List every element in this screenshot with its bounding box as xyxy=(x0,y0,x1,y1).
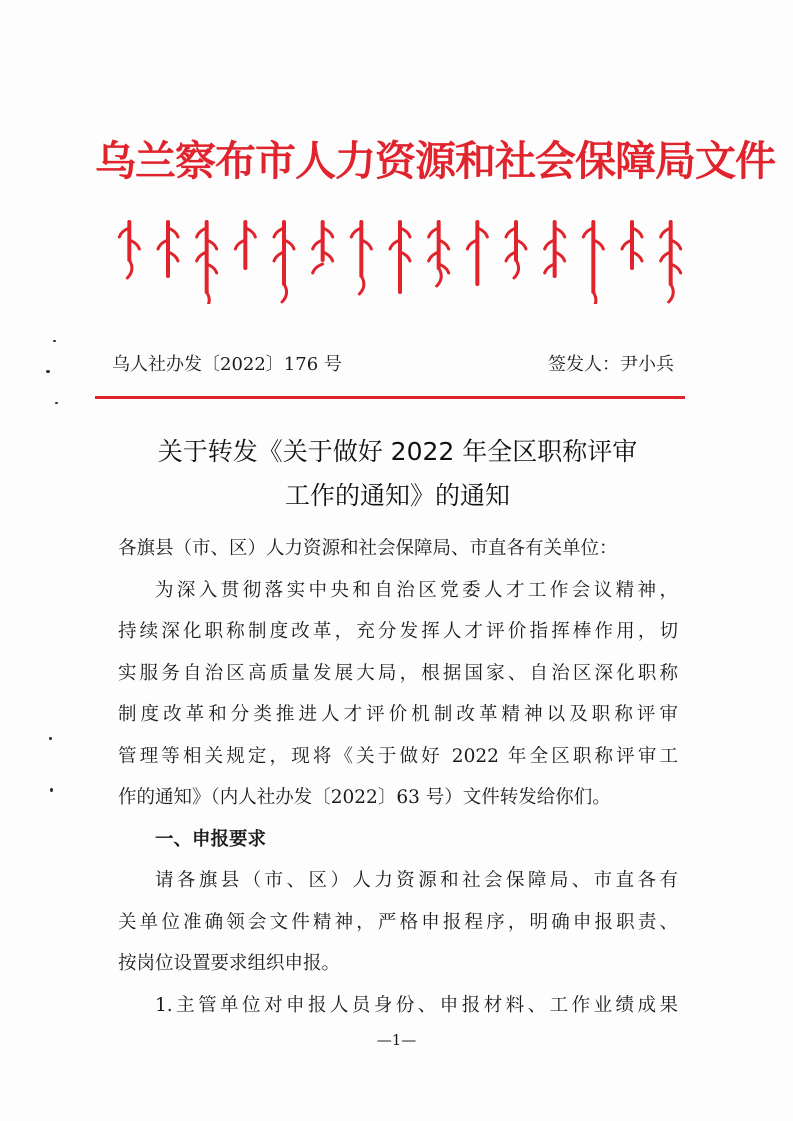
mongolian-glyph-column xyxy=(661,222,681,302)
scan-speck xyxy=(55,402,58,404)
notice-body xyxy=(118,528,678,1026)
body-line: 作的通知》（内人社办发〔2022〕63 号）文件转发给你们。 xyxy=(118,787,611,808)
mongolian-glyph-column xyxy=(390,222,410,292)
notice-title-line-2: 工作的通知》的通知 xyxy=(284,481,510,510)
body-line: 制度改革和分类推进人才评价机制改革精神以及职称评审 xyxy=(118,704,678,725)
mongolian-glyph-column xyxy=(622,222,642,268)
mongolian-glyph-column xyxy=(351,222,371,294)
red-divider-line xyxy=(95,396,685,399)
body-line: 请各旗县（市、区）人力资源和社会保障局、市直各有 xyxy=(155,870,678,891)
mongolian-glyph-column xyxy=(467,222,487,284)
notice-title-line-1: 关于转发《关于做好 2022 年全区职称评审 xyxy=(157,437,638,466)
mongolian-glyph-column xyxy=(235,222,255,268)
mongolian-script-graphic xyxy=(110,214,690,304)
body-line: 1.主管单位对申报人员身份、申报材料、工作业绩成果 xyxy=(155,994,678,1016)
body-line: 为深入贯彻落实中央和自治区党委人才工作会议精神， xyxy=(155,579,678,601)
scan-speck xyxy=(50,788,53,792)
addressee-line: 各旗县（市、区）人力资源和社会保障局、市直各有关单位： xyxy=(118,538,618,559)
document-number: 乌人社办发〔2022〕176 号 xyxy=(112,354,342,375)
scan-speck xyxy=(53,340,56,342)
body-line: 管理等相关规定，现将《关于做好 2022 年全区职称评审工 xyxy=(118,745,678,767)
scan-speck xyxy=(49,737,52,740)
mongolian-glyph-column xyxy=(158,222,178,276)
mongolian-glyph-column xyxy=(545,222,565,276)
section-heading: 一、申报要求 xyxy=(155,828,267,850)
page-number: —1— xyxy=(376,1031,417,1049)
body-line: 按岗位设置要求组织申报。 xyxy=(118,953,341,974)
body-line: 关单位准确领会文件精神，严格申报程序，明确申报职责、 xyxy=(118,911,678,933)
body-line: 持续深化职称制度改革，充分发挥人才评价指挥棒作用，切 xyxy=(118,621,678,642)
mongolian-glyph-column xyxy=(313,222,333,273)
masthead-title: 乌兰察布市人力资源和社会保障局文件 xyxy=(95,137,775,185)
scan-speck xyxy=(46,370,50,373)
notice-title xyxy=(100,430,695,518)
body-line: 实服务自治区高质量发展大局，根据国家、自治区深化职称 xyxy=(118,662,678,684)
mongolian-script-emblem xyxy=(110,214,690,304)
mongolian-glyph-column xyxy=(119,222,139,278)
document-meta-row xyxy=(112,350,674,380)
mongolian-glyph-column xyxy=(506,222,526,278)
mongolian-glyph-column xyxy=(274,222,294,302)
mongolian-glyph-column xyxy=(583,222,603,304)
mongolian-glyph-column xyxy=(197,222,217,304)
mongolian-glyph-column xyxy=(429,222,449,286)
issuer-signature: 签发人：尹小兵 xyxy=(548,354,674,375)
